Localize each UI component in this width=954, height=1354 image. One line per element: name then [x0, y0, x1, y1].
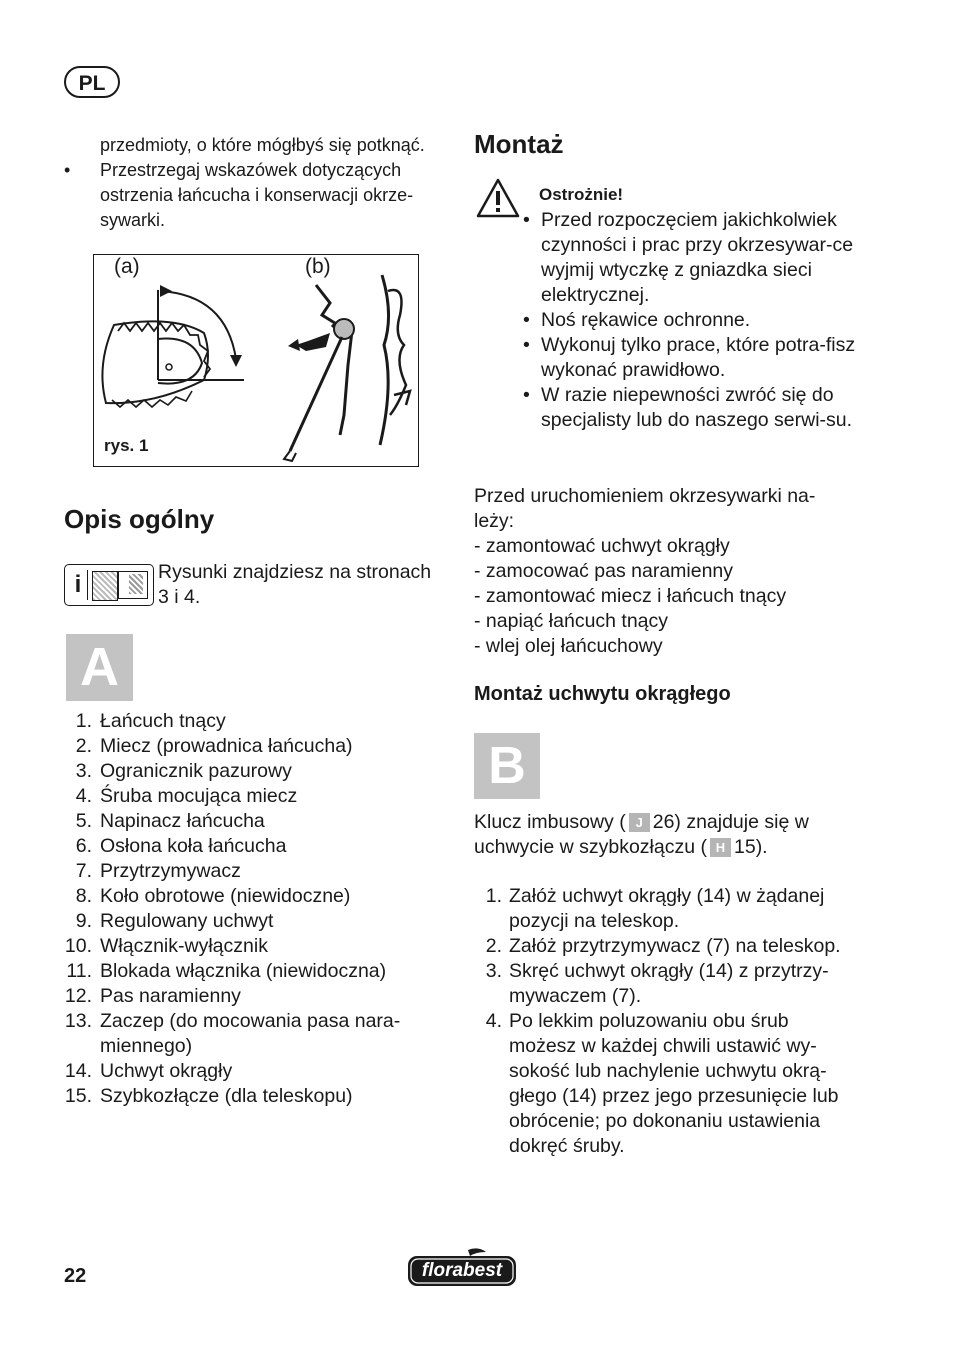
parts-list-number: 9.: [75, 910, 92, 932]
parts-list-label: Regulowany uchwyt: [100, 910, 274, 932]
parts-list-number: 13.: [64, 1010, 92, 1032]
figure-caption: rys. 1: [104, 436, 149, 455]
florabest-logo: [406, 1246, 518, 1288]
step-text: Po lekkim poluzowaniu obu śrub możesz w każdej chwili ustawić wy-sokość lub nachylenie uchwytu okrą-głego (14) przez jego przesunięcie lub obrócenie; po dokonaniu ustawienia dokręć śruby.: [509, 1010, 839, 1157]
parts-list-item: [64, 784, 459, 809]
parts-list-item: [64, 859, 459, 884]
figure-rys1: [93, 254, 419, 467]
prep-item: - wlej olej łańcuchowy: [474, 635, 663, 657]
info-text-line1: Rysunki znajdziesz na stronach: [158, 561, 432, 583]
parts-list-number: 8.: [75, 885, 92, 907]
assembly-step: [474, 934, 859, 959]
warning-title: Ostrożnie!: [539, 185, 624, 204]
info-book-icon: [64, 564, 154, 606]
assembly-steps: [474, 884, 859, 1159]
parts-list-label: Zaczep (do mocowania pasa nara-miennego): [100, 1010, 401, 1057]
step-text: Skręć uchwyt okrągły (14) z przytrzy-mywaczem (7).: [509, 960, 829, 1007]
parts-list-number: 15.: [64, 1085, 92, 1107]
parts-list-label: Miecz (prowadnica łańcucha): [100, 735, 353, 757]
parts-list-item: [64, 1084, 459, 1109]
warning-item: • W razie niepewności zwróć się do specjalisty lub do naszego serwi-su.: [523, 383, 858, 433]
parts-list-label: Włącznik-wyłącznik: [100, 935, 268, 957]
parts-list-label: Ogranicznik pazurowy: [100, 760, 292, 782]
parts-list-number: 2.: [75, 735, 92, 757]
step-text: Załóż przytrzymywacz (7) na teleskop.: [509, 935, 841, 957]
book-left-page: [92, 571, 118, 601]
parts-list-number: 12.: [64, 985, 92, 1007]
parts-list-item: [64, 834, 459, 859]
parts-list-item: [64, 959, 459, 984]
parts-list-number: 5.: [75, 810, 92, 832]
assembly-step: [474, 959, 859, 1009]
warning-item: • Noś rękawice ochronne.: [523, 308, 858, 333]
chainsaw-illustration: [94, 255, 418, 466]
section-badge-b: B: [474, 733, 540, 799]
parts-list-number: 10.: [64, 935, 92, 957]
logo-text: florabest: [421, 1260, 503, 1281]
key-location-text: [474, 810, 854, 860]
parts-list-label: Osłona koła łańcucha: [100, 835, 287, 857]
parts-list-item: [64, 709, 459, 734]
key-line-2: uchwycie w szybkozłączu ( H 15).: [474, 836, 768, 858]
step-text: Załóż uchwyt okrągły (14) w żądanej pozycji na teleskop.: [509, 885, 825, 932]
bullet-item: [64, 158, 449, 233]
prep-intro: Przed uruchomieniem okrzesywarki na-leży:: [474, 485, 816, 532]
parts-list-number: 3.: [75, 760, 92, 782]
parts-list-label: Przytrzymywacz: [100, 860, 241, 882]
parts-list-item: [64, 1059, 459, 1084]
parts-list-number: 11.: [66, 960, 92, 982]
page-number: 22: [64, 1265, 87, 1287]
bullet-text: Przestrzegaj wskazówek dotyczących ostrzenia łańcucha i konserwacji okrze-sywarki.: [100, 160, 414, 230]
parts-list-number: 1.: [75, 710, 92, 732]
step-number: 2.: [485, 935, 502, 957]
assembly-step: [474, 884, 859, 934]
parts-list-number: 14.: [64, 1060, 92, 1082]
prep-item: - napiąć łańcuch tnący: [474, 610, 669, 632]
parts-list-label: Pas naramienny: [100, 985, 241, 1007]
subheading-uchwyt: Montaż uchwytu okrągłego: [474, 683, 731, 705]
language-badge: PL: [64, 66, 120, 98]
info-text: [158, 560, 453, 610]
parts-list-item: [64, 809, 459, 834]
warning-item: • Przed rozpoczęciem jakichkolwiek czynności i prac przy okrzesywar-ce wyjmij wtyczkę z gniazdka sieci elektrycznej.: [523, 208, 858, 308]
step-number: 4.: [485, 1010, 502, 1032]
parts-list-label: Szybkozłącze (dla teleskopu): [100, 1085, 353, 1107]
prep-item: - zamocować pas naramienny: [474, 560, 734, 582]
key-line-1: Klucz imbusowy ( J 26) znajduje się w: [474, 811, 809, 833]
bullet-dot: •: [64, 160, 71, 180]
section-heading-opis: Opis ogólny: [64, 504, 215, 534]
parts-list-label: Śruba mocująca miecz: [100, 785, 298, 807]
step-number: 1.: [485, 885, 502, 907]
warning-item: • Wykonuj tylko prace, które potra-fisz wykonać prawidłowo.: [523, 333, 858, 383]
info-i-icon: i: [69, 570, 88, 600]
parts-list-label: Blokada włącznika (niewidoczna): [100, 960, 387, 982]
parts-list-item: [64, 1009, 459, 1059]
parts-list-item: [64, 984, 459, 1009]
warnings-list: [523, 208, 858, 433]
parts-list-item: [64, 759, 459, 784]
parts-list-item: [64, 934, 459, 959]
parts-list-label: Uchwyt okrągły: [100, 1060, 233, 1082]
parts-list-number: 6.: [75, 835, 92, 857]
step-number: 3.: [485, 960, 502, 982]
warning-icon: [476, 178, 520, 223]
ref-badge-h: H: [710, 838, 731, 857]
parts-list-item: [64, 909, 459, 934]
parts-list-item: [64, 884, 459, 909]
parts-list-item: [64, 734, 459, 759]
figure-label-a: (a): [114, 255, 140, 278]
info-text-line2: 3 i 4.: [158, 586, 201, 608]
parts-list-label: Łańcuch tnący: [100, 710, 226, 732]
assembly-step: [474, 1009, 859, 1159]
parts-list-label: Koło obrotowe (niewidoczne): [100, 885, 351, 907]
parts-list-number: 7.: [75, 860, 92, 882]
figure-label-b: (b): [305, 255, 331, 278]
prep-item: - zamontować uchwyt okrągły: [474, 535, 730, 557]
prep-item: - zamontować miecz i łańcuch tnący: [474, 585, 787, 607]
continuation-text: przedmioty, o które mógłbyś się potknąć.: [100, 135, 425, 155]
section-badge-a: A: [66, 634, 133, 701]
parts-list-number: 4.: [75, 785, 92, 807]
section-heading-montaz: Montaż: [474, 129, 564, 159]
parts-list-label: Napinacz łańcucha: [100, 810, 265, 832]
parts-list: [64, 709, 459, 1109]
book-right-page: [118, 571, 148, 599]
prep-list: [474, 534, 854, 659]
ref-badge-j: J: [629, 813, 650, 832]
